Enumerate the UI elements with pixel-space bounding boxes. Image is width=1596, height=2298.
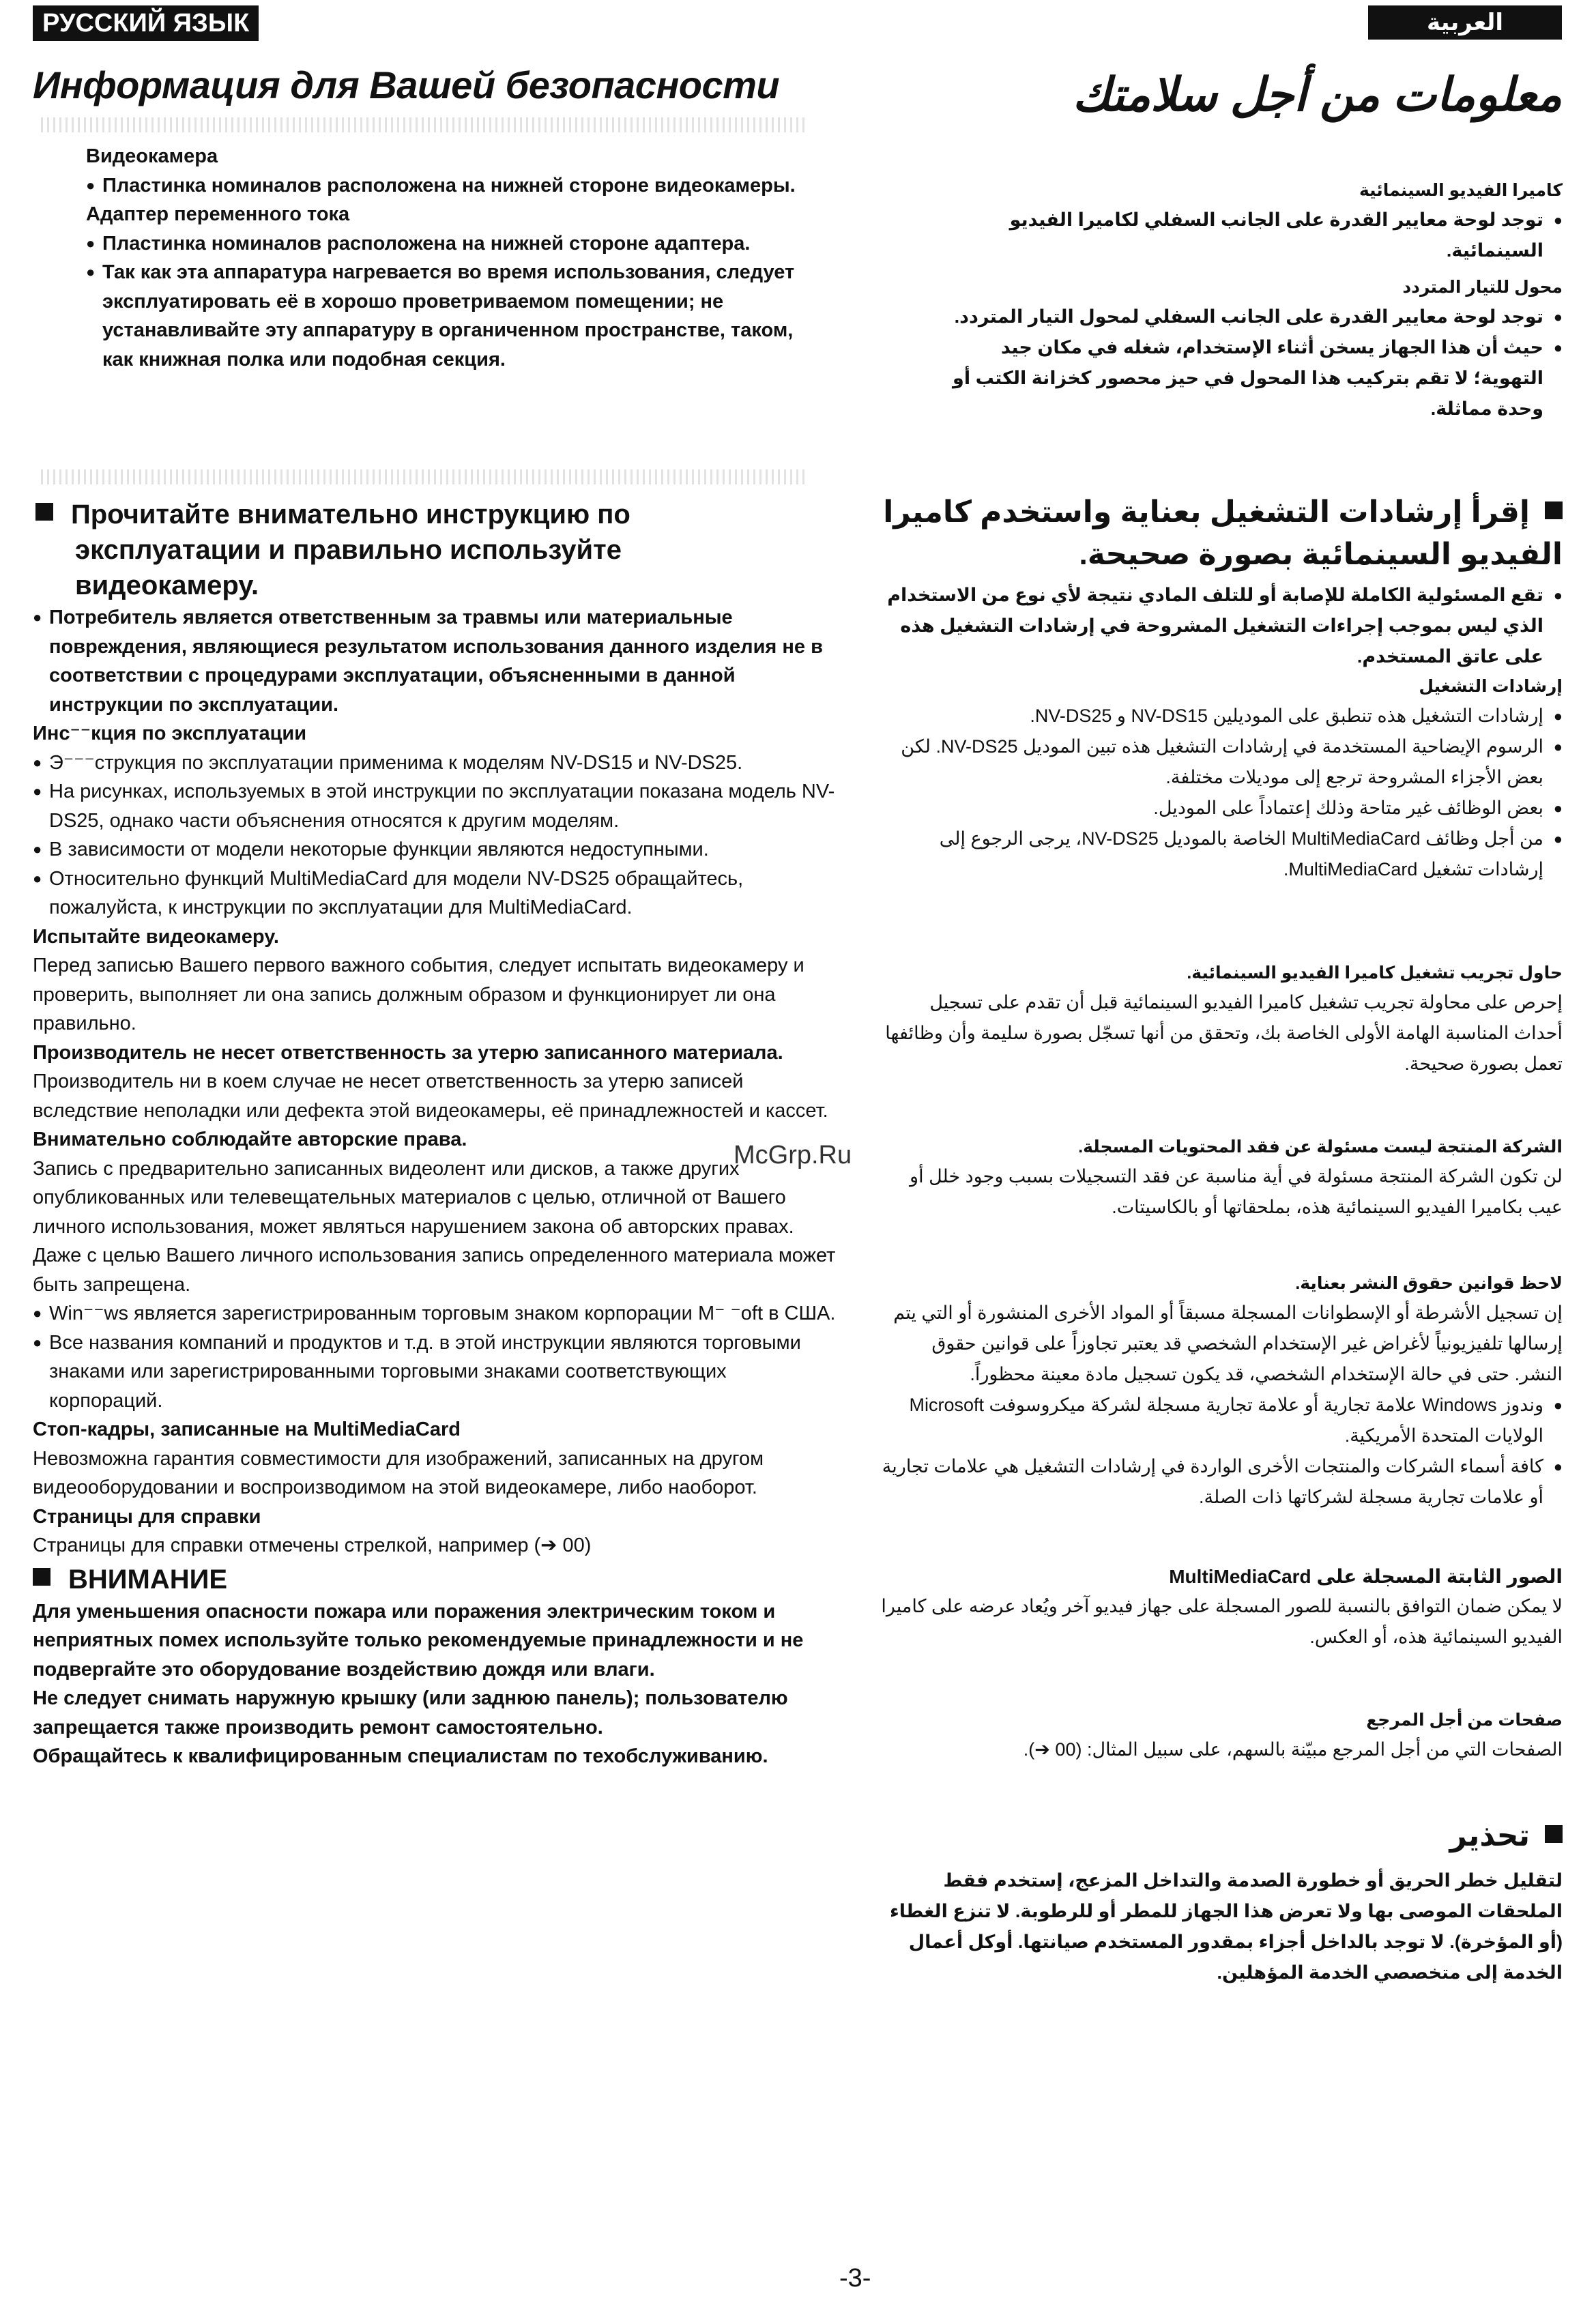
safety-info-block [86,142,823,374]
copyright-body: Запись с предварительно записанных видеолент или дисков, а также других опубликованных или телевещательных материалов с целью, отличной от Вашего личного использования, может являться нарушением закона об авторских правах. Даже с целью Вашего личного использования запись определенного материала может быть запрещена. [33,1157,836,1296]
stills-heading: Стоп-кадры, записанные на MultiMediaCard [33,1419,461,1440]
arabic-trademark-item: ● وندوز Windows علامة تجارية أو علامة تجارية مسجلة لشركة ميكروسوفت Microsoft الولايات المتحدة الأمريكية. [880,1390,1563,1451]
arabic-instructions-heading: إرشادات التشغيل [1419,677,1563,696]
ventilation-note: ● Так как эта аппаратура нагревается во время использования, следует эксплуатировать её в хорошо проветриваемом помещении; не устанавливайте эту аппаратуру в органиченном пространстве, таком, как книжная полка или подобная секция. [86,258,823,374]
russian-body [33,603,838,1771]
arabic-instructions-item: ● بعض الوظائف غير متاحة وذلك إعتماداً على الموديل. [880,793,1563,824]
instructions-item: ● Относительно функций MultiMediaCard для модели NV-DS25 обращайтесь, пожалуйста, к инструкции по эксплуатации для MultiMediaCard. [33,864,838,922]
square-bullet-icon [1545,501,1563,519]
arabic-liability-paragraph: ● تقع المسئولية الكاملة للإصابة أو للتلف المادي نتيجة لأي نوع من الاستخدام الذي ليس بموجب إجراءات التشغيل المشروحة في إرشادات التشغيل هذه على عاتق المستخدم. [880,580,1563,672]
trademark-item: ● Win⁻⁻ws является зарегистрированным торговым знаком корпорации M⁻ ⁻oft в США. [33,1299,838,1328]
scan-noise-top [41,117,805,132]
arabic-section-read-instructions [880,491,1563,576]
warning-paragraph: Не следует снимать наружную крышку (или заднюю панель); пользователю запрещается также производить ремонт самостоятельно. [33,1687,788,1739]
section-read-instructions [35,497,759,603]
reference-pages-heading: Страницы для справки [33,1505,261,1528]
camera-rating-note: ● Пластинка номиналов расположена на нижней стороне видеокамеры. [86,171,823,201]
arabic-adapter-note: ● توجد لوحة معايير القدرة على الجانب السفلي لمحول التيار المتردد. [935,302,1563,332]
reference-pages-body: Страницы для справки отмечены стрелкой, например (➔ 00) [33,1535,592,1556]
arabic-warning-title: تحذير [880,1815,1563,1857]
arabic-camera-note: ● توجد لوحة معايير القدرة على الجانب السفلي لكاميرا الفيديو السينمائية. [935,205,1563,266]
warning-paragraph: Для уменьшения опасности пожара или поражения электрическим током и неприятных помех используйте только рекомендуемые принадлежности и не подвергайте это оборудование воздействию дождя или влаги. [33,1600,804,1681]
liability-loss-body: Производитель ни в коем случае не несет ответственность за утерю записей вследствие неполадки или дефекта этой видеокамеры, её принадлежностей и кассет. [33,1071,828,1122]
arabic-body-1 [880,580,1563,885]
arabic-test-heading: حاول تجريب تشغيل كاميرا الفيديو السينمائية. [1187,963,1563,983]
arabic-section-title: إقرأ إرشادات التشغيل بعناية واستخدم كاميرا الفيديو السينمائية بصورة صحيحة. [883,495,1563,571]
scan-noise-bottom [41,469,805,484]
arabic-trademark-item: ● كافة أسماء الشركات والمنتجات الأخرى الواردة في إرشادات التشغيل هي علامات تجارية أو علامات تجارية مسجلة لشركاتها ذات الصلة. [880,1451,1563,1513]
camera-heading: Видеокамера [86,145,218,167]
instructions-item: ● В зависимости от модели некоторые функции являются недоступными. [33,835,838,864]
language-tab-arabic: العربية [1368,5,1562,40]
liability-paragraph: ● Потребитель является ответственным за травмы или материальные повреждения, являющиеся результатом использования данного изделия не в соответствии с процедурами эксплуатации, объясненными в данной инструкции по эксплуатации. [33,603,838,719]
square-bullet-icon [35,503,53,521]
arabic-copyright-block [880,1269,1563,1513]
arabic-liability-heading: الشركة المنتجة ليست مسئولة عن فقد المحتويات المسجلة. [1078,1137,1563,1157]
arabic-stills-body: لا يمكن ضمان التوافق بالنسبة للصور المسجلة على جهاز فيديو آخر ويُعاد عرضه على كاميرا الفيديو السينمائية هذه، أو العكس. [881,1596,1563,1647]
arabic-stills-heading: الصور الثابتة المسجلة على MultiMediaCard [1169,1566,1563,1587]
arabic-instructions-item: ● إرشادات التشغيل هذه تنطبق على الموديلين NV-DS15 و NV-DS25. [880,701,1563,731]
page-title-arabic: معلومات من أجل سلامتك [1072,69,1562,121]
warning-title: ВНИМАНИЕ [33,1562,838,1597]
page-number: -3- [839,2264,871,2293]
page-title-russian: Информация для Вашей безопасности [33,63,780,106]
arabic-liability-block [880,1133,1563,1223]
arabic-ventilation-note: ● حيث أن هذا الجهاز يسخن أثناء الإستخدام، شغله في مكان جيد التهوية؛ لا تقم بتركيب هذا المحول في حيز محصور كخزانة الكتب أو وحدة مماثلة. [935,332,1563,424]
arabic-instructions-item: ● من أجل وظائف MultiMediaCard الخاصة بالموديل NV-DS25، يرجى الرجوع إلى إرشادات تشغيل MultiMediaCard. [880,824,1563,885]
arabic-instructions-item: ● الرسوم الإيضاحية المستخدمة في إرشادات التشغيل هذه تبين الموديل NV-DS25. لكن بعض الأجزاء المشروحة ترجع إلى موديلات مختلفة. [880,731,1563,793]
adapter-heading: Адаптер переменного тока [86,203,350,225]
instructions-item: ● На рисунках, используемых в этой инструкции по эксплуатации показана модель NV-DS25, однако части объяснения относятся к другим моделям. [33,777,838,835]
test-camera-body: Перед записью Вашего первого важного события, следует испытать видеокамеру и проверить, выполняет ли она запись должным образом и функционирует ли она правильно. [33,955,804,1034]
liability-loss-heading: Производитель не несет ответственность за утерю записанного материала. [33,1041,783,1064]
instructions-heading: Инс⁻⁻кция по эксплуатации [33,723,307,744]
language-tab-russian: РУССКИЙ ЯЗЫК [33,5,259,41]
trademark-item: ● Все названия компаний и продуктов и т.д. в этой инструкции являются торговыми знаками или зарегистрированными торговыми знаками соответствующих корпораций. [33,1328,838,1416]
test-camera-heading: Испытайте видеокамеру. [33,925,279,948]
arabic-copyright-heading: لاحظ قوانين حقوق النشر بعناية. [1295,1274,1563,1293]
section-read-instructions-title: Прочитайте внимательно инструкцию по эксплуатации и правильно используйте видеокамеру. [35,497,759,603]
square-bullet-icon [1545,1825,1563,1843]
arabic-safety-block [935,176,1563,424]
arabic-test-block [880,959,1563,1079]
adapter-rating-note: ● Пластинка номиналов расположена на нижней стороне адаптера. [86,229,823,259]
arabic-warning-body: لتقليل خطر الحريق أو خطورة الصدمة والتداخل المزعج، إستخدم فقط الملحقات الموصى بها ولا تعرض هذا الجهاز للمطر أو للرطوبة. لا تنزع الغطاء (أو المؤخرة). لا توجد بالداخل أجزاء بمقدور المستخدم صيانتها. أوكل أعمال الخدمة إلى متخصصي الخدمة المؤهلين. [889,1870,1563,1983]
arabic-reference-heading: صفحات من أجل المرجع [1366,1711,1563,1730]
copyright-heading: Внимательно соблюдайте авторские права. [33,1129,467,1150]
arabic-stills-block [880,1562,1563,1653]
arabic-warning-block [880,1815,1563,1988]
arabic-reference-block [880,1706,1563,1765]
watermark-text: McGrp.Ru [734,1141,852,1169]
stills-body: Невозможна гарантия совместимости для изображений, записанных на другом видеооборудовании и воспроизводимом на этой видеокамере, либо наоборот. [33,1447,764,1498]
arabic-camera-heading: كاميرا الفيديو السينمائية [1359,181,1563,200]
arabic-reference-body: الصفحات التي من أجل المرجع مبيّنة بالسهم، على سبيل المثال: (00 ➔). [1023,1739,1563,1760]
instructions-item: ● Э⁻⁻⁻струкция по эксплуатации применима к моделям NV-DS15 и NV-DS25. [33,748,838,778]
warning-paragraph: Обращайтесь к квалифицированным специалистам по техобслуживанию. [33,1745,768,1767]
arabic-adapter-heading: محول للتيار المتردد [1402,278,1563,297]
square-bullet-icon [33,1568,50,1586]
arabic-test-body: إحرص على محاولة تجريب تشغيل كاميرا الفيديو السينمائية قبل أن تقدم على تسجيل أحداث المناسبة الهامة الأولى الخاصة بك، وتحقق من أنها تسجّل بصورة سليمة وأن وظائفها تعمل بصورة صحيحة. [885,992,1563,1074]
arabic-liability-body: لن تكون الشركة المنتجة مسئولة في أية مناسبة عن فقد التسجيلات بسبب وجود خلل أو عيب بكاميرا الفيديو السينمائية هذه، بملحقاتها أو بالكاسيتات. [910,1166,1563,1217]
arabic-copyright-body: إن تسجيل الأشرطة أو الإسطوانات المسجلة مسبقاً أو المواد الأخرى المنشورة أو التي يتم إرسالها تلفيزيونياً لأغراض غير الإستخدام الشخصي قد يعتبر تجاوزاً على قوانين حقوق النشر. حتى في حالة الإستخدام الشخصي، قد يكون تسجيل مادة معينة محظوراً. [893,1303,1563,1384]
